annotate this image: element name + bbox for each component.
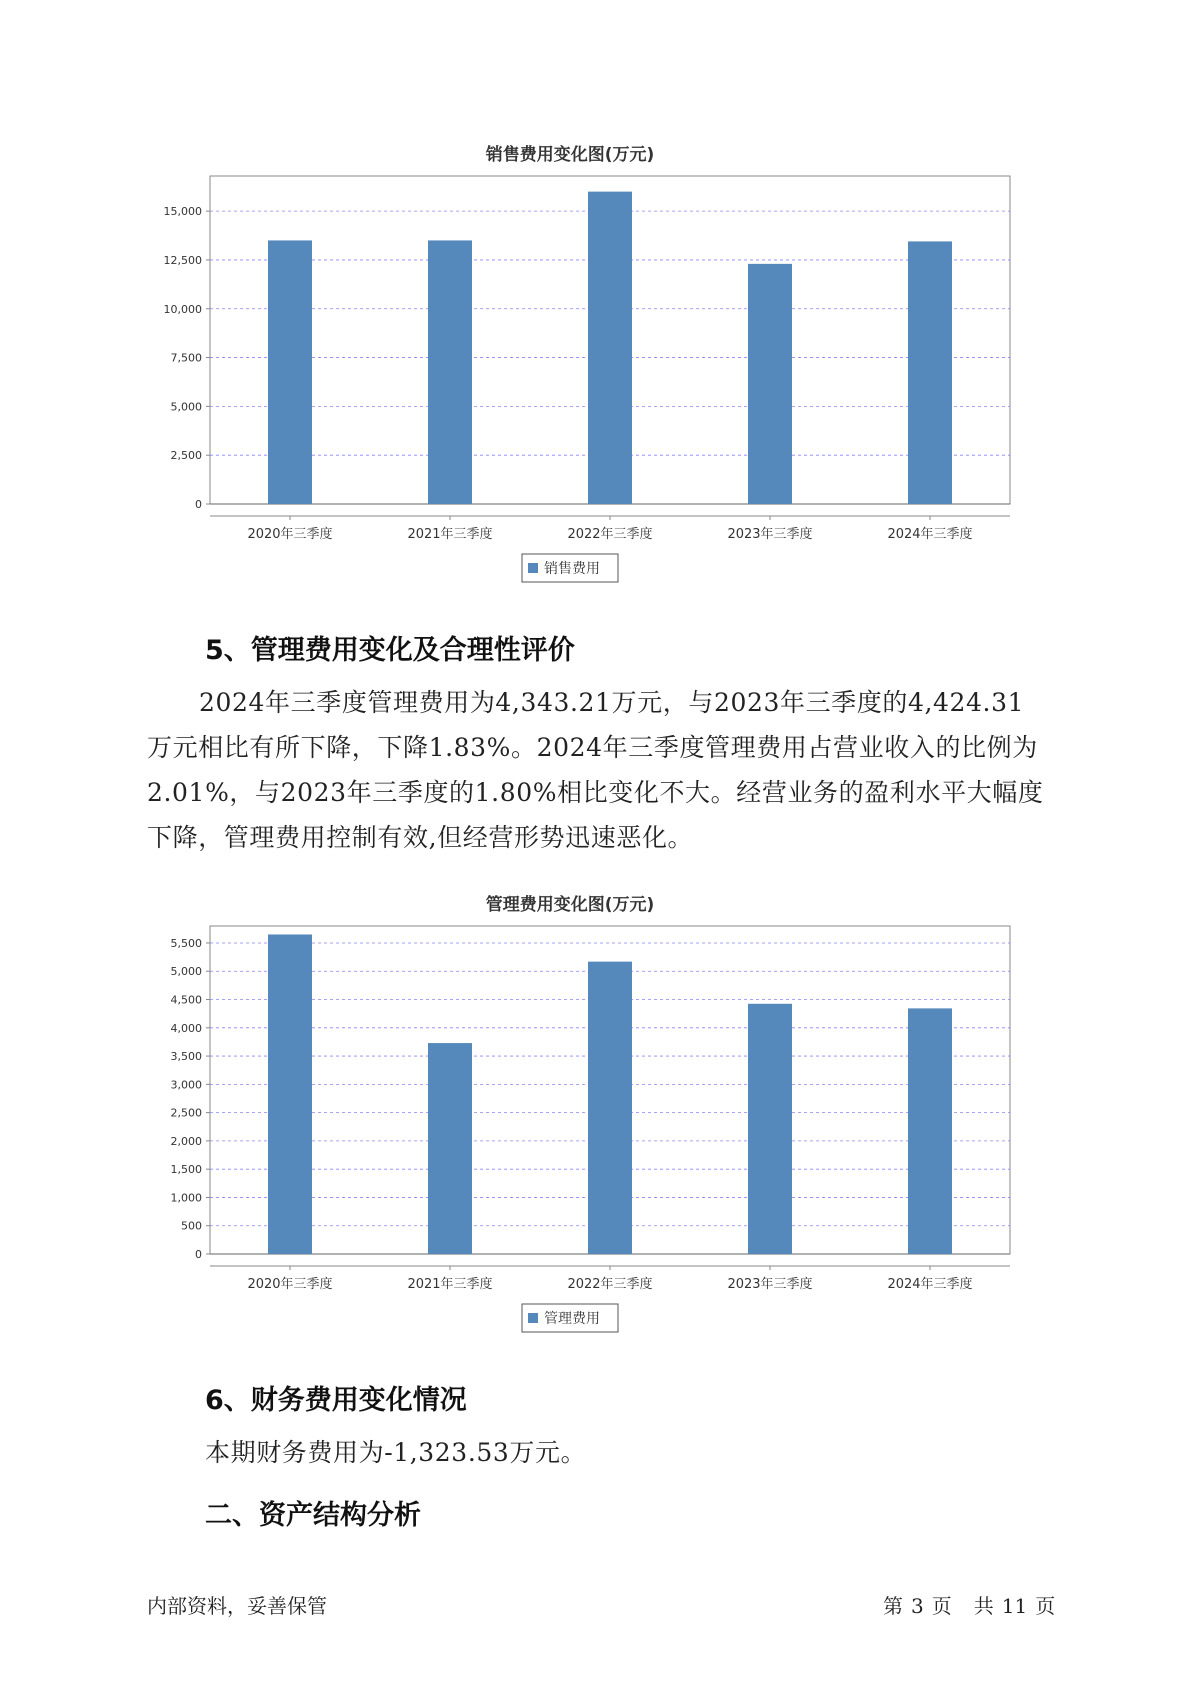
x-tick-label: 2020年三季度 [247,527,333,542]
bar-2020年三季度 [268,934,312,1254]
y-tick-label: 2,500 [170,1106,202,1120]
x-tick-label: 2021年三季度 [407,1277,493,1292]
y-tick-label: 2,500 [170,449,202,463]
section5-paragraph-text: 2024年三季度管理费用为4,343.21万元，与2023年三季度的4,424.31万元相比有所下降，下降1.83%。2024年三季度管理费用占营业收入的比例为2.01%，与2023年三季度的1.80%相比变化不大。经营业务的盈利水平大幅度下降，管理费用控制有效,但经营形势迅速恶化。 [147,688,1044,852]
x-tick-label: 2024年三季度 [887,1277,973,1292]
x-tick-label: 2022年三季度 [567,527,653,542]
y-tick-label: 10,000 [163,302,202,316]
section5-heading: 5、管理费用变化及合理性评价 [205,635,575,666]
legend-swatch [528,1313,538,1323]
admin-expense-chart [140,890,1040,1350]
page-suffix: 页 [931,1594,952,1618]
y-tick-label: 5,500 [170,936,202,950]
chart-title: 管理费用变化图(万元) [485,895,655,915]
y-tick-label: 3,000 [170,1078,202,1092]
section6-heading: 6、财务费用变化情况 [205,1385,467,1416]
y-tick-label: 7,500 [170,351,202,365]
y-tick-label: 1,500 [170,1163,202,1177]
y-tick-label: 15,000 [163,205,202,219]
x-tick-label: 2023年三季度 [727,1277,813,1292]
bar-2021年三季度 [428,240,472,504]
y-tick-label: 0 [195,498,202,511]
x-tick-label: 2024年三季度 [887,527,973,542]
y-tick-label: 500 [181,1219,202,1233]
bar-2024年三季度 [908,1008,952,1254]
bar-2020年三季度 [268,240,312,504]
legend-label: 管理费用 [544,1311,600,1327]
bar-2022年三季度 [588,192,632,504]
bar-2022年三季度 [588,962,632,1254]
legend-label: 销售费用 [544,561,600,577]
chart-title: 销售费用变化图(万元) [485,145,655,165]
y-tick-label: 2,000 [170,1134,202,1148]
footer-page-info [883,1590,1063,1619]
y-tick-label: 3,500 [170,1050,202,1064]
page-number: 3 [911,1594,924,1618]
section5-paragraph [147,680,1047,860]
y-tick-label: 4,500 [170,993,202,1007]
total-suffix: 页 [1035,1594,1056,1618]
bar-2023年三季度 [748,1004,792,1254]
legend-swatch [528,563,538,573]
total-prefix: 共 [973,1594,994,1618]
sales-expense-chart-svg [140,140,1040,600]
x-tick-label: 2022年三季度 [567,1277,653,1292]
page-prefix: 第 [883,1594,903,1618]
bar-2021年三季度 [428,1043,472,1254]
y-tick-label: 5,000 [170,965,202,979]
y-tick-label: 5,000 [170,400,202,414]
y-tick-label: 1,000 [170,1191,202,1205]
x-tick-label: 2021年三季度 [407,527,493,542]
total-pages: 11 [1001,1594,1028,1618]
y-tick-label: 4,000 [170,1021,202,1035]
section2-heading: 二、资产结构分析 [205,1500,421,1531]
footer-confidential-note: 内部资料，妥善保管 [147,1594,327,1618]
bar-2023年三季度 [748,264,792,504]
section6-paragraph: 本期财务费用为-1,323.53万元。 [205,1438,587,1467]
admin-expense-chart-svg [140,890,1040,1350]
y-tick-label: 0 [195,1248,202,1261]
x-tick-label: 2023年三季度 [727,527,813,542]
x-tick-label: 2020年三季度 [247,1277,333,1292]
y-tick-label: 12,500 [163,253,202,267]
bar-2024年三季度 [908,241,952,504]
sales-expense-chart [140,140,1040,600]
